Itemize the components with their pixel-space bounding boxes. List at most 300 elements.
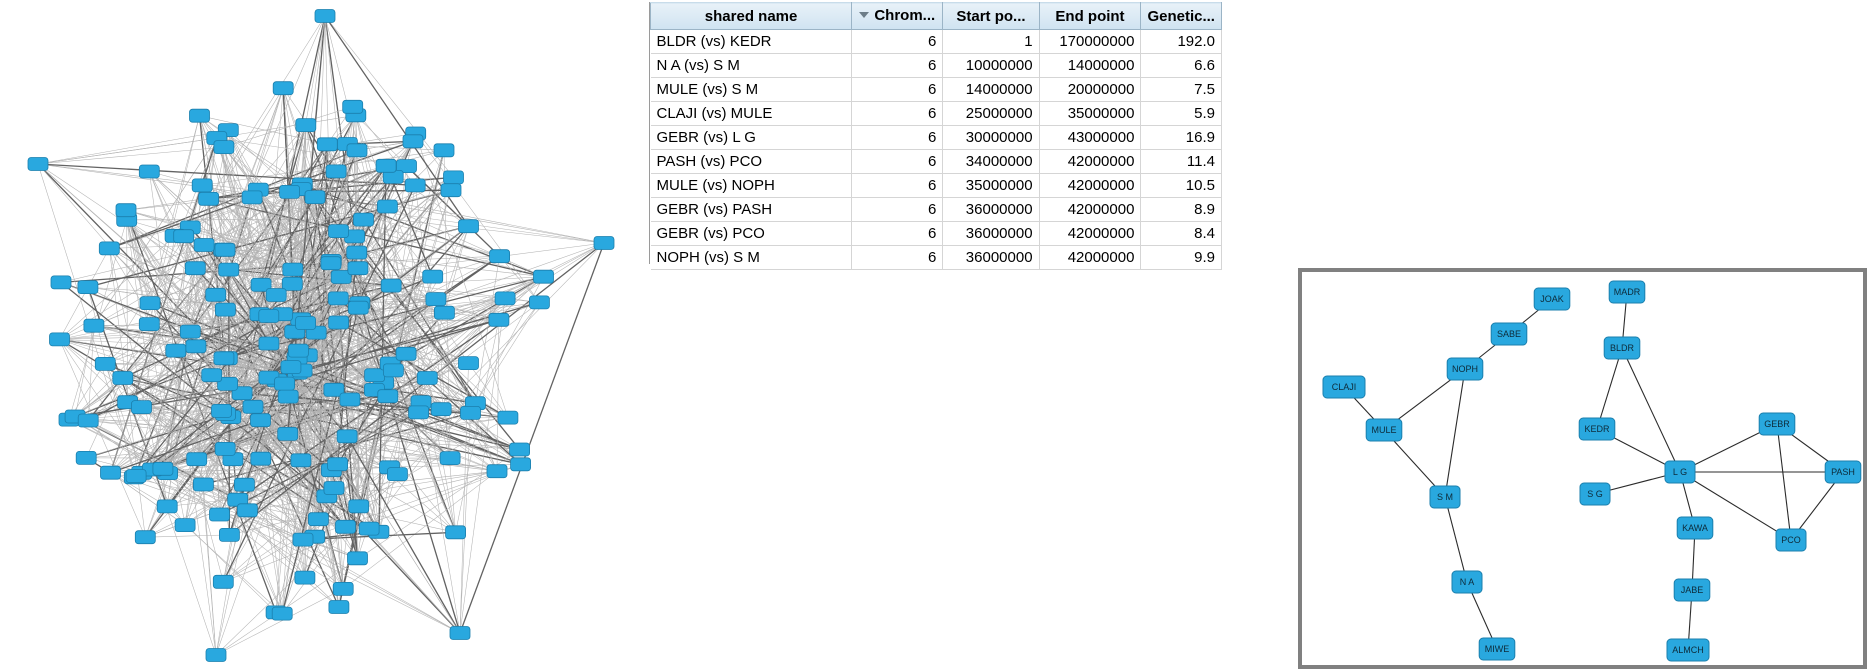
column-header-end-point[interactable]: End point xyxy=(1039,3,1141,30)
network-node[interactable] xyxy=(278,390,298,403)
node-shape[interactable] xyxy=(347,144,367,157)
node-shape[interactable] xyxy=(283,263,303,276)
network-node[interactable] xyxy=(282,277,302,290)
network-node[interactable] xyxy=(1667,639,1709,661)
node-shape[interactable] xyxy=(84,319,104,332)
sub-network-view[interactable] xyxy=(1298,268,1867,669)
network-node[interactable] xyxy=(510,443,530,456)
node-shape[interactable] xyxy=(51,276,71,289)
network-node[interactable] xyxy=(187,453,207,466)
network-node[interactable] xyxy=(328,458,348,471)
network-node[interactable] xyxy=(365,369,385,382)
node-shape[interactable] xyxy=(349,500,369,513)
network-node[interactable] xyxy=(324,482,344,495)
network-node[interactable] xyxy=(308,513,328,526)
node-shape[interactable] xyxy=(434,306,454,319)
network-node[interactable] xyxy=(242,191,262,204)
network-node[interactable] xyxy=(376,159,396,172)
network-node[interactable] xyxy=(446,526,466,539)
node-shape[interactable] xyxy=(194,239,214,252)
node-shape[interactable] xyxy=(193,478,213,491)
node-shape[interactable] xyxy=(187,453,207,466)
node-shape[interactable] xyxy=(185,262,205,275)
network-node[interactable] xyxy=(1776,529,1806,551)
network-node[interactable] xyxy=(405,179,425,192)
node-shape[interactable] xyxy=(272,607,292,620)
network-node[interactable] xyxy=(387,468,407,481)
network-node[interactable] xyxy=(1479,638,1515,660)
column-header-chromosome[interactable]: Chrom... xyxy=(852,3,943,30)
network-node[interactable] xyxy=(459,220,479,233)
network-node[interactable] xyxy=(1430,486,1460,508)
network-node[interactable] xyxy=(214,352,234,365)
network-node[interactable] xyxy=(441,184,461,197)
node-shape[interactable] xyxy=(140,297,160,310)
node-shape[interactable] xyxy=(28,158,48,171)
node-shape[interactable] xyxy=(426,293,446,306)
network-node[interactable] xyxy=(174,230,194,243)
network-edge[interactable] xyxy=(1777,424,1791,540)
node-shape[interactable] xyxy=(329,316,349,329)
network-node[interactable] xyxy=(132,401,152,414)
node-shape[interactable] xyxy=(336,520,356,533)
node-shape[interactable] xyxy=(511,458,531,471)
network-node[interactable] xyxy=(259,310,279,323)
network-node[interactable] xyxy=(192,179,212,192)
node-shape[interactable] xyxy=(308,513,328,526)
network-node[interactable] xyxy=(199,192,219,205)
node-shape[interactable] xyxy=(337,430,357,443)
node-shape[interactable] xyxy=(431,403,451,416)
table-row[interactable] xyxy=(651,246,1222,270)
node-shape[interactable] xyxy=(192,179,212,192)
node-shape[interactable] xyxy=(215,243,235,256)
network-node[interactable] xyxy=(288,344,308,357)
network-node[interactable] xyxy=(495,292,515,305)
network-edge[interactable] xyxy=(1445,369,1465,497)
node-shape[interactable] xyxy=(359,522,379,535)
node-shape[interactable] xyxy=(378,390,398,403)
network-node[interactable] xyxy=(206,288,226,301)
node-shape[interactable] xyxy=(487,465,507,478)
network-node[interactable] xyxy=(215,243,235,256)
network-node[interactable] xyxy=(487,465,507,478)
network-edge[interactable] xyxy=(209,199,604,243)
network-edge[interactable] xyxy=(497,320,499,471)
network-node[interactable] xyxy=(1452,571,1482,593)
node-shape[interactable] xyxy=(296,119,316,132)
node-shape[interactable] xyxy=(199,192,219,205)
network-node[interactable] xyxy=(1825,461,1861,483)
network-node[interactable] xyxy=(251,414,271,427)
network-node[interactable] xyxy=(84,319,104,332)
network-node[interactable] xyxy=(315,10,335,23)
network-node[interactable] xyxy=(440,452,460,465)
node-shape[interactable] xyxy=(101,466,121,479)
network-node[interactable] xyxy=(234,478,254,491)
node-shape[interactable] xyxy=(423,270,443,283)
node-shape[interactable] xyxy=(273,82,293,95)
network-node[interactable] xyxy=(489,313,509,326)
network-node[interactable] xyxy=(215,303,235,316)
table-row[interactable] xyxy=(651,222,1222,246)
node-shape[interactable] xyxy=(282,277,302,290)
node-shape[interactable] xyxy=(534,270,554,283)
node-shape[interactable] xyxy=(340,393,360,406)
node-shape[interactable] xyxy=(409,406,429,419)
network-edge[interactable] xyxy=(38,130,228,164)
network-edge[interactable] xyxy=(145,535,229,537)
node-shape[interactable] xyxy=(116,204,136,217)
network-node[interactable] xyxy=(1609,281,1645,303)
node-shape[interactable] xyxy=(153,462,173,475)
node-shape[interactable] xyxy=(387,468,407,481)
network-node[interactable] xyxy=(381,279,401,292)
node-shape[interactable] xyxy=(206,649,226,662)
network-node[interactable] xyxy=(1366,419,1402,441)
node-shape[interactable] xyxy=(328,292,348,305)
network-node[interactable] xyxy=(328,292,348,305)
network-node[interactable] xyxy=(281,361,301,374)
network-node[interactable] xyxy=(1323,376,1365,398)
node-shape[interactable] xyxy=(296,317,316,330)
node-shape[interactable] xyxy=(95,357,115,370)
node-shape[interactable] xyxy=(288,344,308,357)
network-node[interactable] xyxy=(490,250,510,263)
edge-table[interactable] xyxy=(650,2,1222,270)
node-shape[interactable] xyxy=(383,364,403,377)
node-shape[interactable] xyxy=(490,250,510,263)
node-shape[interactable] xyxy=(405,179,425,192)
node-shape[interactable] xyxy=(417,372,437,385)
network-edge[interactable] xyxy=(1445,497,1467,582)
network-node[interactable] xyxy=(273,82,293,95)
node-shape[interactable] xyxy=(214,141,234,154)
node-shape[interactable] xyxy=(251,452,271,465)
network-node[interactable] xyxy=(434,144,454,157)
node-shape[interactable] xyxy=(333,582,353,595)
node-shape[interactable] xyxy=(126,470,146,483)
network-node[interactable] xyxy=(347,144,367,157)
network-node[interactable] xyxy=(140,297,160,310)
node-shape[interactable] xyxy=(190,109,210,122)
node-shape[interactable] xyxy=(215,442,235,455)
network-node[interactable] xyxy=(210,508,230,521)
node-shape[interactable] xyxy=(214,352,234,365)
node-shape[interactable] xyxy=(50,333,70,346)
network-node[interactable] xyxy=(95,357,115,370)
network-node[interactable] xyxy=(1491,323,1527,345)
network-node[interactable] xyxy=(1579,418,1615,440)
column-header-genetic[interactable]: Genetic... xyxy=(1141,3,1222,30)
network-node[interactable] xyxy=(333,582,353,595)
network-node[interactable] xyxy=(139,318,159,331)
network-node[interactable] xyxy=(403,135,423,148)
network-node[interactable] xyxy=(275,377,295,390)
table-row[interactable] xyxy=(651,102,1222,126)
node-shape[interactable] xyxy=(281,361,301,374)
network-node[interactable] xyxy=(348,552,368,565)
network-node[interactable] xyxy=(450,627,470,640)
network-node[interactable] xyxy=(529,296,549,309)
table-row[interactable] xyxy=(651,174,1222,198)
network-node[interactable] xyxy=(337,430,357,443)
network-node[interactable] xyxy=(51,276,71,289)
network-node[interactable] xyxy=(283,263,303,276)
network-node[interactable] xyxy=(498,411,518,424)
node-shape[interactable] xyxy=(489,313,509,326)
network-node[interactable] xyxy=(383,364,403,377)
node-shape[interactable] xyxy=(275,377,295,390)
node-shape[interactable] xyxy=(213,575,233,588)
network-node[interactable] xyxy=(348,301,368,314)
network-node[interactable] xyxy=(139,165,159,178)
node-shape[interactable] xyxy=(354,213,374,226)
network-node[interactable] xyxy=(185,262,205,275)
network-node[interactable] xyxy=(377,200,397,213)
node-shape[interactable] xyxy=(461,406,481,419)
network-node[interactable] xyxy=(1665,461,1695,483)
node-shape[interactable] xyxy=(78,414,98,427)
network-node[interactable] xyxy=(215,442,235,455)
node-shape[interactable] xyxy=(266,289,286,302)
node-shape[interactable] xyxy=(396,347,416,360)
network-node[interactable] xyxy=(305,191,325,204)
node-shape[interactable] xyxy=(180,325,200,338)
node-shape[interactable] xyxy=(305,191,325,204)
network-node[interactable] xyxy=(444,171,464,184)
network-node[interactable] xyxy=(329,601,349,614)
network-node[interactable] xyxy=(511,458,531,471)
network-node[interactable] xyxy=(343,100,363,113)
network-node[interactable] xyxy=(317,138,337,151)
network-node[interactable] xyxy=(99,242,119,255)
node-shape[interactable] xyxy=(295,571,315,584)
network-node[interactable] xyxy=(1604,337,1640,359)
node-shape[interactable] xyxy=(403,135,423,148)
network-node[interactable] xyxy=(326,165,346,178)
node-shape[interactable] xyxy=(293,533,313,546)
network-node[interactable] xyxy=(348,262,368,275)
node-shape[interactable] xyxy=(206,288,226,301)
network-node[interactable] xyxy=(278,427,298,440)
network-node[interactable] xyxy=(272,607,292,620)
node-shape[interactable] xyxy=(444,171,464,184)
network-node[interactable] xyxy=(251,452,271,465)
node-shape[interactable] xyxy=(237,504,257,517)
node-shape[interactable] xyxy=(210,508,230,521)
network-node[interactable] xyxy=(190,109,210,122)
main-network-canvas[interactable] xyxy=(0,0,645,669)
column-header-shared-name[interactable]: shared name xyxy=(651,3,852,30)
network-node[interactable] xyxy=(186,340,206,353)
network-edge[interactable] xyxy=(1622,348,1680,472)
node-shape[interactable] xyxy=(76,451,96,464)
node-shape[interactable] xyxy=(113,372,133,385)
network-node[interactable] xyxy=(175,519,195,532)
node-shape[interactable] xyxy=(234,478,254,491)
column-header-start-point[interactable]: Start po... xyxy=(943,3,1039,30)
network-node[interactable] xyxy=(259,337,279,350)
node-shape[interactable] xyxy=(78,281,98,294)
node-shape[interactable] xyxy=(242,191,262,204)
network-node[interactable] xyxy=(431,403,451,416)
node-shape[interactable] xyxy=(446,526,466,539)
network-node[interactable] xyxy=(1580,483,1610,505)
node-shape[interactable] xyxy=(280,185,300,198)
network-node[interactable] xyxy=(180,325,200,338)
network-node[interactable] xyxy=(340,393,360,406)
network-node[interactable] xyxy=(237,504,257,517)
network-node[interactable] xyxy=(417,372,437,385)
network-node[interactable] xyxy=(359,522,379,535)
network-node[interactable] xyxy=(219,528,239,541)
node-shape[interactable] xyxy=(381,279,401,292)
node-shape[interactable] xyxy=(376,159,396,172)
node-shape[interactable] xyxy=(291,454,311,467)
node-shape[interactable] xyxy=(329,601,349,614)
node-shape[interactable] xyxy=(348,552,368,565)
node-shape[interactable] xyxy=(434,144,454,157)
node-shape[interactable] xyxy=(440,452,460,465)
network-node[interactable] xyxy=(219,263,239,276)
network-node[interactable] xyxy=(212,404,232,417)
network-node[interactable] xyxy=(113,372,133,385)
node-shape[interactable] xyxy=(157,500,177,513)
node-shape[interactable] xyxy=(202,369,222,382)
node-shape[interactable] xyxy=(365,369,385,382)
network-node[interactable] xyxy=(202,369,222,382)
network-node[interactable] xyxy=(354,213,374,226)
network-node[interactable] xyxy=(280,185,300,198)
node-shape[interactable] xyxy=(459,357,479,370)
network-node[interactable] xyxy=(291,454,311,467)
network-edge[interactable] xyxy=(302,16,325,184)
network-edge[interactable] xyxy=(38,147,224,164)
network-node[interactable] xyxy=(378,390,398,403)
network-node[interactable] xyxy=(1674,579,1710,601)
node-shape[interactable] xyxy=(328,458,348,471)
node-shape[interactable] xyxy=(243,400,263,413)
network-node[interactable] xyxy=(213,575,233,588)
network-node[interactable] xyxy=(78,281,98,294)
node-shape[interactable] xyxy=(186,340,206,353)
network-node[interactable] xyxy=(116,204,136,217)
node-shape[interactable] xyxy=(215,303,235,316)
node-shape[interactable] xyxy=(321,257,341,270)
table-row[interactable] xyxy=(651,54,1222,78)
network-edge[interactable] xyxy=(1597,348,1622,429)
node-shape[interactable] xyxy=(259,310,279,323)
node-shape[interactable] xyxy=(348,262,368,275)
node-shape[interactable] xyxy=(377,200,397,213)
network-node[interactable] xyxy=(347,246,367,259)
network-node[interactable] xyxy=(534,270,554,283)
network-node[interactable] xyxy=(153,462,173,475)
network-node[interactable] xyxy=(329,225,349,238)
network-node[interactable] xyxy=(194,239,214,252)
network-node[interactable] xyxy=(1447,358,1483,380)
node-shape[interactable] xyxy=(219,528,239,541)
table-row[interactable] xyxy=(651,150,1222,174)
network-node[interactable] xyxy=(50,333,70,346)
network-node[interactable] xyxy=(329,316,349,329)
network-node[interactable] xyxy=(321,257,341,270)
node-shape[interactable] xyxy=(212,404,232,417)
node-shape[interactable] xyxy=(594,237,614,250)
node-shape[interactable] xyxy=(450,627,470,640)
network-node[interactable] xyxy=(76,451,96,464)
node-shape[interactable] xyxy=(459,220,479,233)
filter-icon[interactable] xyxy=(859,11,870,21)
node-shape[interactable] xyxy=(166,344,186,357)
network-node[interactable] xyxy=(461,406,481,419)
network-node[interactable] xyxy=(295,571,315,584)
sub-network-canvas[interactable] xyxy=(1302,272,1863,665)
node-shape[interactable] xyxy=(132,401,152,414)
network-node[interactable] xyxy=(434,306,454,319)
network-node[interactable] xyxy=(157,500,177,513)
network-node[interactable] xyxy=(214,141,234,154)
network-node[interactable] xyxy=(296,317,316,330)
node-shape[interactable] xyxy=(317,138,337,151)
node-shape[interactable] xyxy=(343,100,363,113)
node-shape[interactable] xyxy=(498,411,518,424)
network-node[interactable] xyxy=(349,500,369,513)
network-node[interactable] xyxy=(135,531,155,544)
table-row[interactable] xyxy=(651,30,1222,54)
network-node[interactable] xyxy=(293,533,313,546)
node-shape[interactable] xyxy=(99,242,119,255)
table-row[interactable] xyxy=(651,126,1222,150)
node-shape[interactable] xyxy=(139,165,159,178)
table-row[interactable] xyxy=(651,198,1222,222)
network-node[interactable] xyxy=(409,406,429,419)
node-shape[interactable] xyxy=(259,337,279,350)
table-row[interactable] xyxy=(651,78,1222,102)
network-node[interactable] xyxy=(426,293,446,306)
edge-table-panel[interactable] xyxy=(649,2,1222,264)
network-node[interactable] xyxy=(594,237,614,250)
network-node[interactable] xyxy=(243,400,263,413)
node-shape[interactable] xyxy=(219,263,239,276)
network-node[interactable] xyxy=(206,649,226,662)
node-shape[interactable] xyxy=(510,443,530,456)
network-node[interactable] xyxy=(396,347,416,360)
node-shape[interactable] xyxy=(139,318,159,331)
node-shape[interactable] xyxy=(441,184,461,197)
network-node[interactable] xyxy=(193,478,213,491)
network-node[interactable] xyxy=(28,158,48,171)
node-shape[interactable] xyxy=(251,414,271,427)
network-node[interactable] xyxy=(296,119,316,132)
network-node[interactable] xyxy=(266,289,286,302)
network-node[interactable] xyxy=(1759,413,1795,435)
network-node[interactable] xyxy=(459,357,479,370)
node-shape[interactable] xyxy=(324,482,344,495)
node-shape[interactable] xyxy=(529,296,549,309)
node-shape[interactable] xyxy=(495,292,515,305)
node-shape[interactable] xyxy=(326,165,346,178)
node-shape[interactable] xyxy=(315,10,335,23)
network-node[interactable] xyxy=(1534,288,1570,310)
node-shape[interactable] xyxy=(135,531,155,544)
node-shape[interactable] xyxy=(329,225,349,238)
network-node[interactable] xyxy=(423,270,443,283)
node-shape[interactable] xyxy=(348,301,368,314)
node-shape[interactable] xyxy=(175,519,195,532)
network-node[interactable] xyxy=(166,344,186,357)
